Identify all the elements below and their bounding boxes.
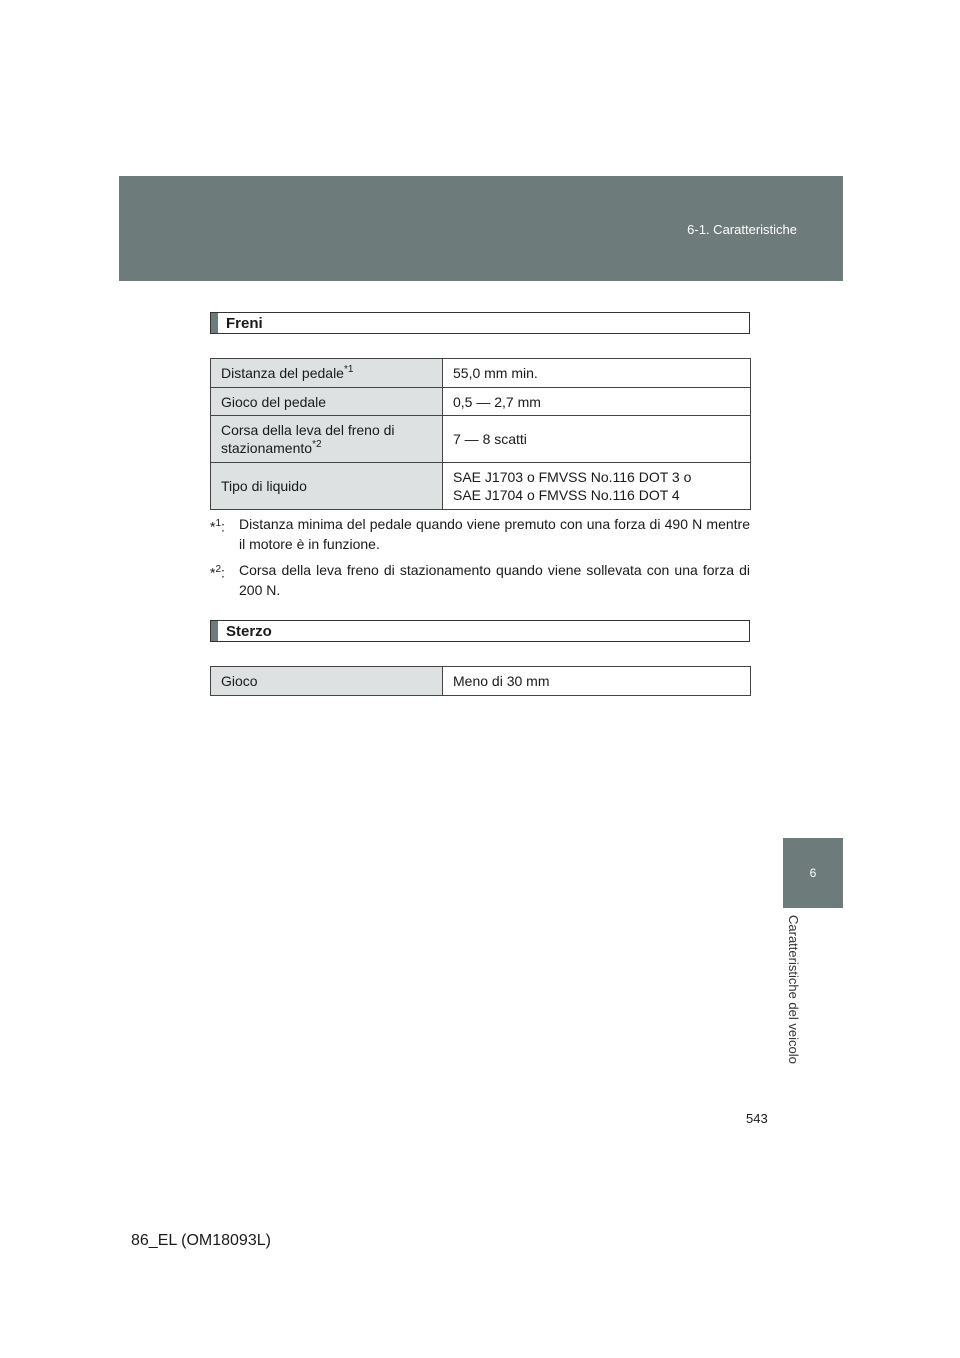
brakes-heading-text: Freni xyxy=(226,315,263,332)
brakes-table xyxy=(210,358,751,510)
pedal-distance-label: Distanza del pedale xyxy=(221,365,344,381)
table-row xyxy=(211,463,751,510)
footnote-ref: *1 xyxy=(343,364,354,375)
steering-heading-text: Sterzo xyxy=(226,623,272,640)
table-cell-label: Gioco del pedale xyxy=(211,388,443,416)
chapter-number: 6 xyxy=(809,866,817,880)
chapter-title-vertical xyxy=(786,915,808,1085)
table-cell-value: 7 — 8 scatti xyxy=(443,416,751,463)
section-label: 6-1. Caratteristiche xyxy=(687,222,797,237)
table-row xyxy=(211,667,751,696)
steering-heading xyxy=(210,620,750,642)
label-line: stazionamento xyxy=(221,440,313,456)
table-cell-value: Meno di 30 mm xyxy=(443,667,751,696)
table-row xyxy=(211,359,751,388)
footnote-mark: *$^1$: xyxy=(210,518,225,535)
table-cell-value: 0,5 — 2,7 mm xyxy=(443,388,751,416)
brakes-heading xyxy=(210,312,750,334)
value-line: SAE J1704 o FMVSS No.116 DOT 4 xyxy=(453,487,680,503)
table-cell-label xyxy=(211,416,443,463)
footnote-ref: *2 xyxy=(312,439,322,450)
table-row xyxy=(211,416,751,463)
table-cell-value xyxy=(443,463,751,510)
footnote-2 xyxy=(210,560,750,600)
chapter-tab xyxy=(783,838,843,908)
table-cell-value: 55,0 mm min. xyxy=(443,359,751,388)
table-row xyxy=(211,388,751,416)
footnote-mark: *$^2$: xyxy=(210,564,225,581)
document-id: 86_EL (OM18093L) xyxy=(131,1232,271,1249)
header-band xyxy=(119,176,843,281)
value-line: SAE J1703 o FMVSS No.116 DOT 3 o xyxy=(453,469,692,485)
table-cell-label: Gioco xyxy=(211,667,443,696)
label-line: Corsa della leva del freno di xyxy=(221,422,395,438)
footnote-1 xyxy=(210,514,750,554)
page-number: 543 xyxy=(746,1111,768,1126)
steering-table xyxy=(210,666,751,696)
footnote-text: Corsa della leva freno di stazionamento quando viene sollevata con una forza di 200 N. xyxy=(239,562,750,598)
table-cell-label xyxy=(211,359,443,388)
table-cell-label: Tipo di liquido xyxy=(211,463,443,510)
footnote-text: Distanza minima del pedale quando viene premuto con una forza di 490 N mentre il motore è in funzione. xyxy=(239,516,750,552)
chapter-title: Caratteristiche del veicolo xyxy=(786,915,801,1064)
